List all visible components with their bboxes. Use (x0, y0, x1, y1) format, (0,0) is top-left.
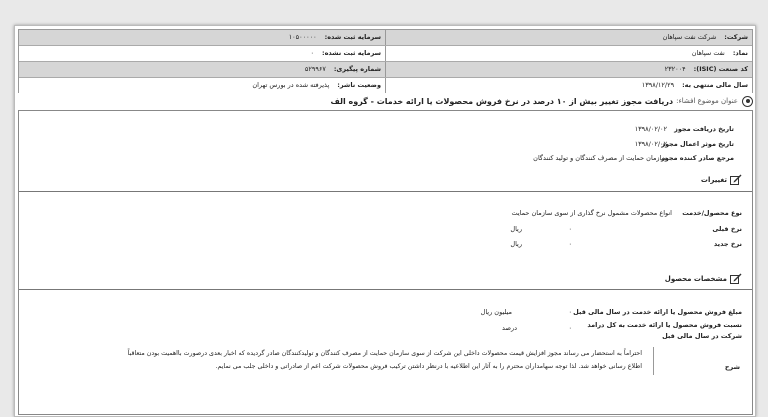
description-line: اطلاع رسانی خواهد شد. لذا توجه سهامداران محترم را به آثار این اطلاعیه با درنظر داشتن ترکیب فروش محصولات شرکت اعم از صادراتی و داخلی جلب می نمایم. (215, 363, 642, 370)
company-label: شرکت: (724, 33, 748, 41)
capital-unregistered-label: سرمایه ثبت نشده: (321, 49, 381, 57)
section-divider (19, 191, 752, 192)
description-line: احتراماً به استحضار می رساند مجوز افزایش قیمت محصولات داخلی این شرکت از سوی سازمان حمایت از مصرف کنندگان و تولیدکنندگان صادر گردیده که اخبار بعدی درصورت بااهمیت بودن متعاقباً (127, 350, 642, 357)
report-body (18, 110, 753, 415)
sales-unit: میلیون ریال (480, 308, 512, 316)
fiscal-label: سال مالی منتهی به: (682, 81, 748, 89)
status-value: پذیرفته شده در بورس تهران (252, 81, 330, 89)
status-cell (19, 78, 385, 93)
ratio-unit: درصد (502, 324, 517, 332)
receive-date-label: تاریخ دریافت مجوز (674, 125, 734, 133)
isic-cell (385, 62, 752, 77)
edit-icon (730, 174, 742, 185)
new-rate-label: نرخ جدید (713, 240, 742, 248)
section-divider (19, 289, 752, 290)
specs-section-title: مشخصات محصول (664, 274, 727, 283)
tracking-value: ۵۲۹۹۶۷ (304, 65, 326, 73)
subject-line (330, 94, 753, 108)
company-info-header (18, 29, 753, 93)
prev-rate-value: ۰ (568, 225, 572, 233)
ratio-value: ۰ (568, 324, 572, 332)
radio-bullet-icon (742, 96, 753, 107)
header-row (19, 46, 752, 62)
authority-label: مرجع صادر کننده مجوز (661, 154, 734, 162)
capital-unregistered-value: ۰ (310, 49, 314, 57)
subject-label: عنوان موضوع افشاء: (676, 97, 738, 105)
company-value: شرکت نفت سپاهان (662, 33, 717, 41)
authority-value: سازمان حمایت از مصرف کنندگان و تولید کنندگان (533, 154, 667, 162)
fiscal-value: ۱۳۹۸/۱۲/۲۹ (641, 81, 675, 89)
subject-title: دریافت مجوز تغییر بیش از ۱۰ درصد در نرخ فروش محصولات یا ارائه خدمات - گروه الف (330, 96, 674, 106)
capital-registered-label: سرمایه ثبت شده: (324, 33, 381, 41)
changes-section-title: تغییرات (700, 175, 727, 184)
description-text (52, 347, 642, 374)
description-label: شرح (724, 363, 740, 371)
sales-label: مبلغ فروش محصول یا ارائه خدمت در سال مالی قبل (573, 308, 742, 316)
symbol-cell (385, 46, 752, 61)
product-type-value: انواع محصولات مشمول نرخ گذاری از سوی سازمان حمایت (511, 209, 672, 217)
header-row (19, 78, 752, 93)
description-divider (653, 347, 654, 375)
status-label: وضعیت ناشر: (337, 81, 381, 89)
edit-icon (730, 273, 742, 284)
specs-section-header (665, 273, 742, 284)
new-rate-unit: ریال (510, 240, 522, 248)
capital-registered-value: ۱۰۵۰۰۰۰۰ (288, 33, 317, 41)
header-row (19, 62, 752, 78)
prev-rate-unit: ریال (510, 225, 522, 233)
sales-value: ۰ (568, 308, 572, 316)
report-page (14, 25, 756, 417)
changes-section-header (701, 174, 742, 185)
ratio-label-line1: نسبت فروش محصول یا ارائه خدمت به کل درامد (587, 321, 742, 329)
tracking-label: شماره پیگیری: (333, 65, 381, 73)
capital-unregistered-cell (19, 46, 385, 61)
tracking-cell (19, 62, 385, 77)
capital-registered-cell (19, 30, 385, 45)
effective-date-value: ۱۳۹۸/۰۲/۰۲ (634, 140, 667, 148)
receive-date-value: ۱۳۹۸/۰۲/۰۲ (634, 125, 667, 133)
prev-rate-label: نرخ قبلی (712, 225, 742, 233)
isic-value: ۲۳۲۰۰۴ (664, 65, 686, 73)
ratio-label-line2: شرکت در سال مالی قبل (662, 332, 742, 340)
effective-date-label: تاریخ موثر اعمال مجوز (661, 140, 734, 148)
isic-label: کد صنعت (ISIC): (693, 65, 748, 73)
symbol-label: نماد: (732, 49, 748, 57)
fiscal-cell (385, 78, 752, 93)
symbol-value: نفت سپاهان (691, 49, 725, 57)
header-row (19, 30, 752, 46)
company-cell (385, 30, 752, 45)
new-rate-value: ۰ (568, 240, 572, 248)
product-type-label: نوع محصول/خدمت (682, 209, 742, 217)
